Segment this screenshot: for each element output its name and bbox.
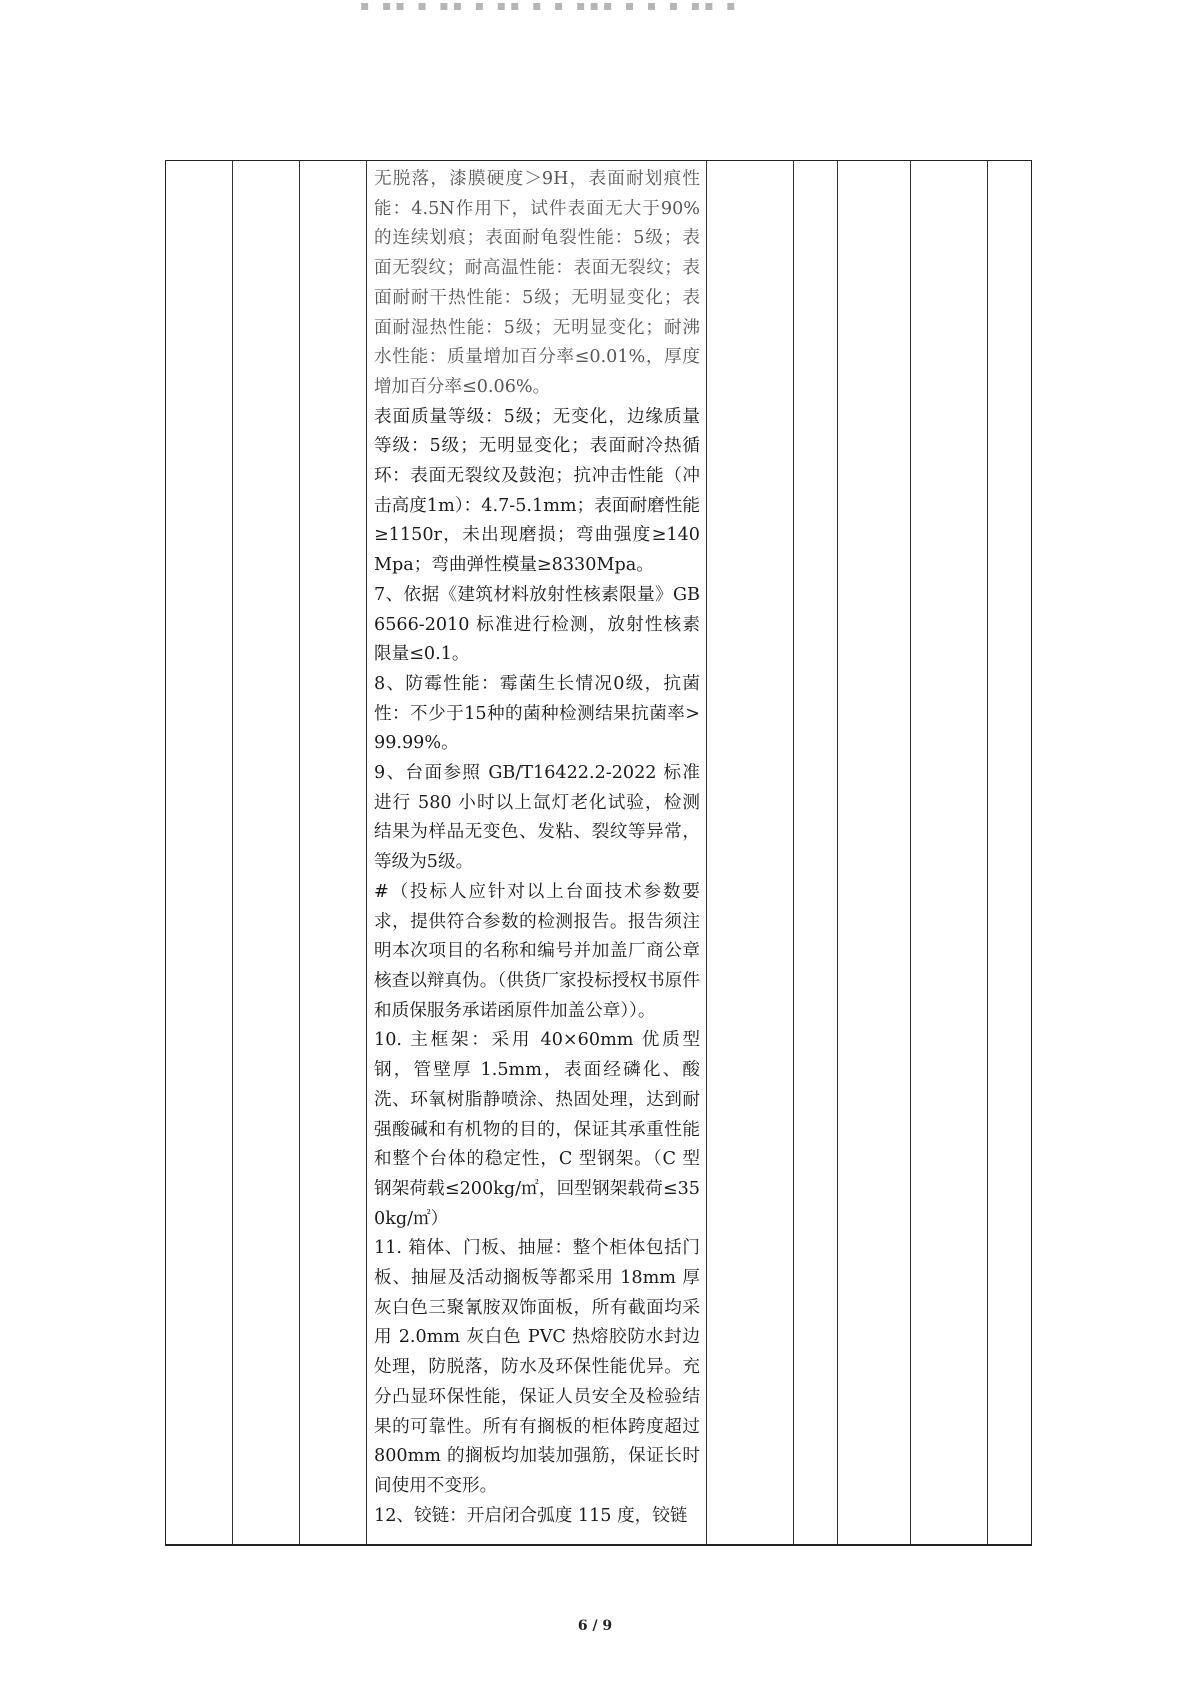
spec-paragraph-test-report-note: #（投标人应针对以上台面技术参数要求，提供符合参数的检测报告。报告须注明本次项目的名称和编号并加盖厂商公章核查以辩真伪。（供货厂家投标授权书原件和质保服务承诺函原件加盖公章））。 [374,881,700,1021]
spec-paragraph-radioactivity: 7、依据《建筑材料放射性核素限量》GB 6566-2010 标准进行检测，放射性核素限量≤0.1。 [374,584,700,665]
table-column-divider [837,161,838,1544]
spec-paragraph-cabinet-body: 11. 箱体、门板、抽屉：整个柜体包括门板、抽屉及活动搁板等都采用 18mm 厚灰白色三聚氰胺双饰面板，所有截面均采用 2.0mm 灰白色 PVC 热熔胶防水封边处理，防脱落，防水及环保性能优异。充分凸显环保性能，保证人员安全及检验结果的可靠性。所有有搁板的柜体跨度超过 800mm 的搁板均加装加强筋，保证长时间使用不变形。 [374,1238,700,1496]
table-column-divider [706,161,707,1544]
page-number: 6 / 9 [577,1618,613,1634]
spec-paragraph-xenon-aging: 9、台面参照 GB/T16422.2-2022 标准进行 580 小时以上氙灯老化试验，检测结果为样品无变色、发粘、裂纹等异常，等级为5级。 [374,763,700,873]
spec-paragraph-main-frame: 10. 主框架：采用 40×60mm 优质型钢，管壁厚 1.5mm，表面经磷化、酸洗、环氧树脂静喷涂、热固处理，达到耐强酸碱和有机物的目的，保证其承重性能和整个台体的稳定性，C 型钢架。（C 型钢架荷载≤200kg/㎡，回型钢架载荷≤350kg/㎡） [374,1030,700,1229]
table-column-divider [793,161,794,1544]
spec-table [165,160,1032,1546]
spec-paragraph-surface-properties: 无脱落，漆膜硬度＞9H，表面耐划痕性能：4.5N作用下，试件表面无大于90%的连续划痕；表面耐龟裂性能：5级；表面无裂纹；耐高温性能：表面无裂纹；表面耐耐干热性能：5级；无明显变化；表面耐湿热性能：5级；无明显变化；耐沸水性能：质量增加百分率≤0.01%，厚度增加百分率≤0.06%。 [374,169,700,397]
spec-paragraph-surface-quality: 表面质量等级：5级；无变化，边缘质量等级：5级；无明显变化；表面耐冷热循环：表面无裂纹及鼓泡；抗冲击性能（冲击高度1m）：4.7-5.1mm；表面耐磨性能≥1150r，未出现磨损；弯曲强度≥140Mpa；弯曲弹性模量≥8330Mpa。 [374,406,700,576]
technical-spec-cell [366,161,706,1547]
spec-paragraph-hinge: 12、铰链：开启闭合弧度 115 度，铰链 [374,1505,688,1526]
table-column-divider [987,161,988,1544]
table-column-divider [910,161,911,1544]
table-column-divider [232,161,233,1544]
spec-paragraph-antimold: 8、防霉性能：霉菌生长情况0级，抗菌性：不少于15种的菌种检测结果抗菌率>99.99%。 [374,673,700,754]
table-column-divider [299,161,300,1544]
header-scan-smudge: ▪ ▪▪ ▪ ▪▪ ▪ ▪▪ ▪ ▪ ▪▪▪ ▪ ▪ ▪ ▪▪ ▪ [360,0,740,12]
